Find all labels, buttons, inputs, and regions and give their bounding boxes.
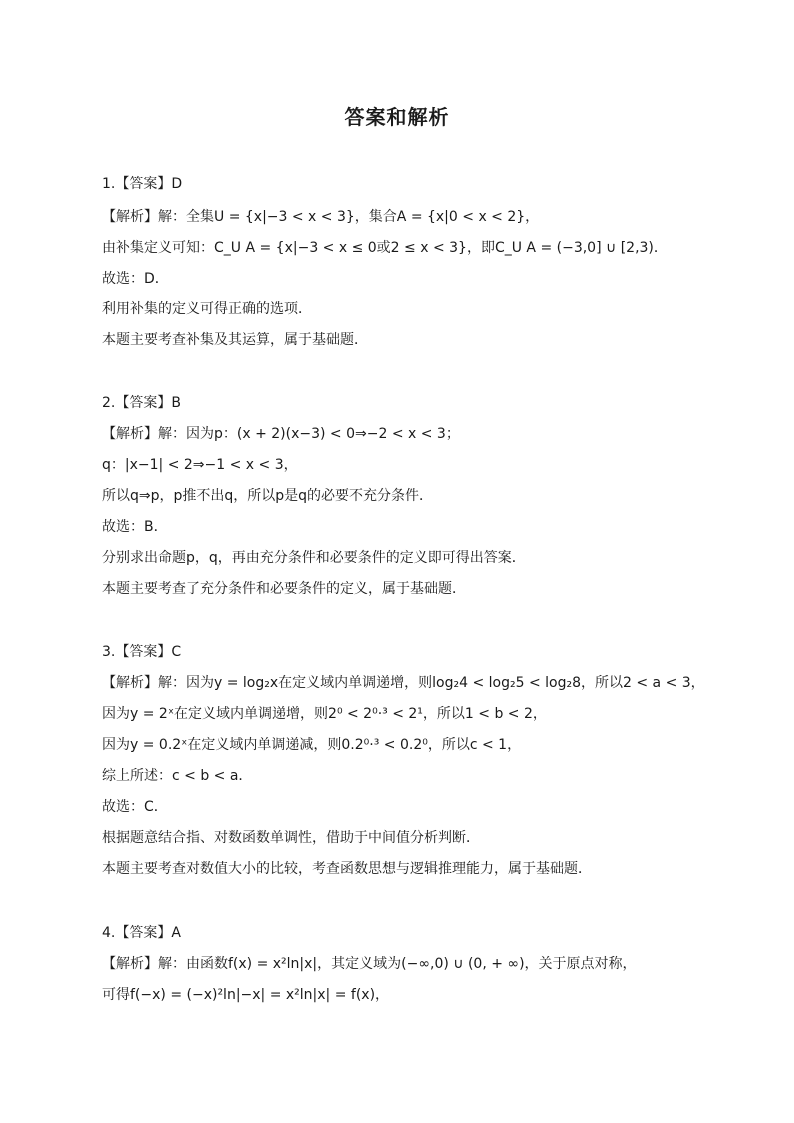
- q3-analysis-line: 故选：C．: [102, 799, 168, 815]
- q1-analysis-line: 利用补集的定义可得正确的选项．: [102, 301, 312, 317]
- q3-analysis-line: 因为y = 0.2ˣ在定义域内单调递减，则0.2⁰·³ < 0.2⁰，所以c < 1，: [102, 737, 522, 753]
- q3-analysis-line: 因为y = 2ˣ在定义域内单调递增，则2⁰ < 2⁰·³ < 2¹，所以1 < b < 2，: [102, 706, 547, 722]
- q2-analysis-line: 所以q⇒p，p推不出q，所以p是q的必要不充分条件．: [102, 488, 434, 504]
- q2-analysis-line: 本题主要考查了充分条件和必要条件的定义，属于基础题．: [102, 581, 466, 597]
- q3-analysis-line: 综上所述：c < b < a．: [102, 768, 253, 784]
- document-title: 答案和解析: [344, 105, 450, 129]
- q1-analysis-line: 由补集定义可知：C_U A = {x|−3 < x ≤ 0或2 ≤ x < 3}，即C_U A = (−3,0] ∪ [2,3)．: [102, 240, 668, 256]
- q3-analysis-line: 本题主要考查对数值大小的比较，考查函数思想与逻辑推理能力，属于基础题．: [102, 861, 592, 877]
- q1-analysis-line: 【解析】解：全集U = {x|−3 < x < 3}，集合A = {x|0 < x < 2}，: [102, 209, 540, 225]
- q3-analysis-line: 根据题意结合指、对数函数单调性，借助于中间值分析判断．: [102, 830, 480, 846]
- q2-analysis-line: q：|x−1| < 2⇒−1 < x < 3，: [102, 457, 298, 473]
- q2-analysis-line: 故选：B．: [102, 519, 168, 535]
- q2-analysis-line: 【解析】解：因为p：(x + 2)(x−3) < 0⇒−2 < x < 3；: [102, 426, 460, 442]
- q4-analysis-line: 可得f(−x) = (−x)²ln|−x| = x²ln|x| = f(x)，: [102, 987, 390, 1003]
- q2-analysis-line: 分别求出命题p，q，再由充分条件和必要条件的定义即可得出答案．: [102, 550, 526, 566]
- q3-answer: 3.【答案】C: [102, 644, 182, 660]
- q4-answer: 4.【答案】A: [102, 925, 181, 941]
- q2-answer: 2.【答案】B: [102, 395, 181, 411]
- q1-answer: 1.【答案】D: [102, 176, 183, 192]
- q1-analysis-line: 故选：D．: [102, 271, 169, 287]
- q3-analysis-line: 【解析】解：因为y = log₂x在定义域内单调递增，则log₂4 < log₂5 < log₂8，所以2 < a < 3，: [102, 675, 705, 691]
- q4-analysis-line: 【解析】解：由函数f(x) = x²ln|x|，其定义域为(−∞,0) ∪ (0, + ∞)，关于原点对称，: [102, 956, 637, 972]
- q1-analysis-line: 本题主要考查补集及其运算，属于基础题．: [102, 332, 368, 348]
